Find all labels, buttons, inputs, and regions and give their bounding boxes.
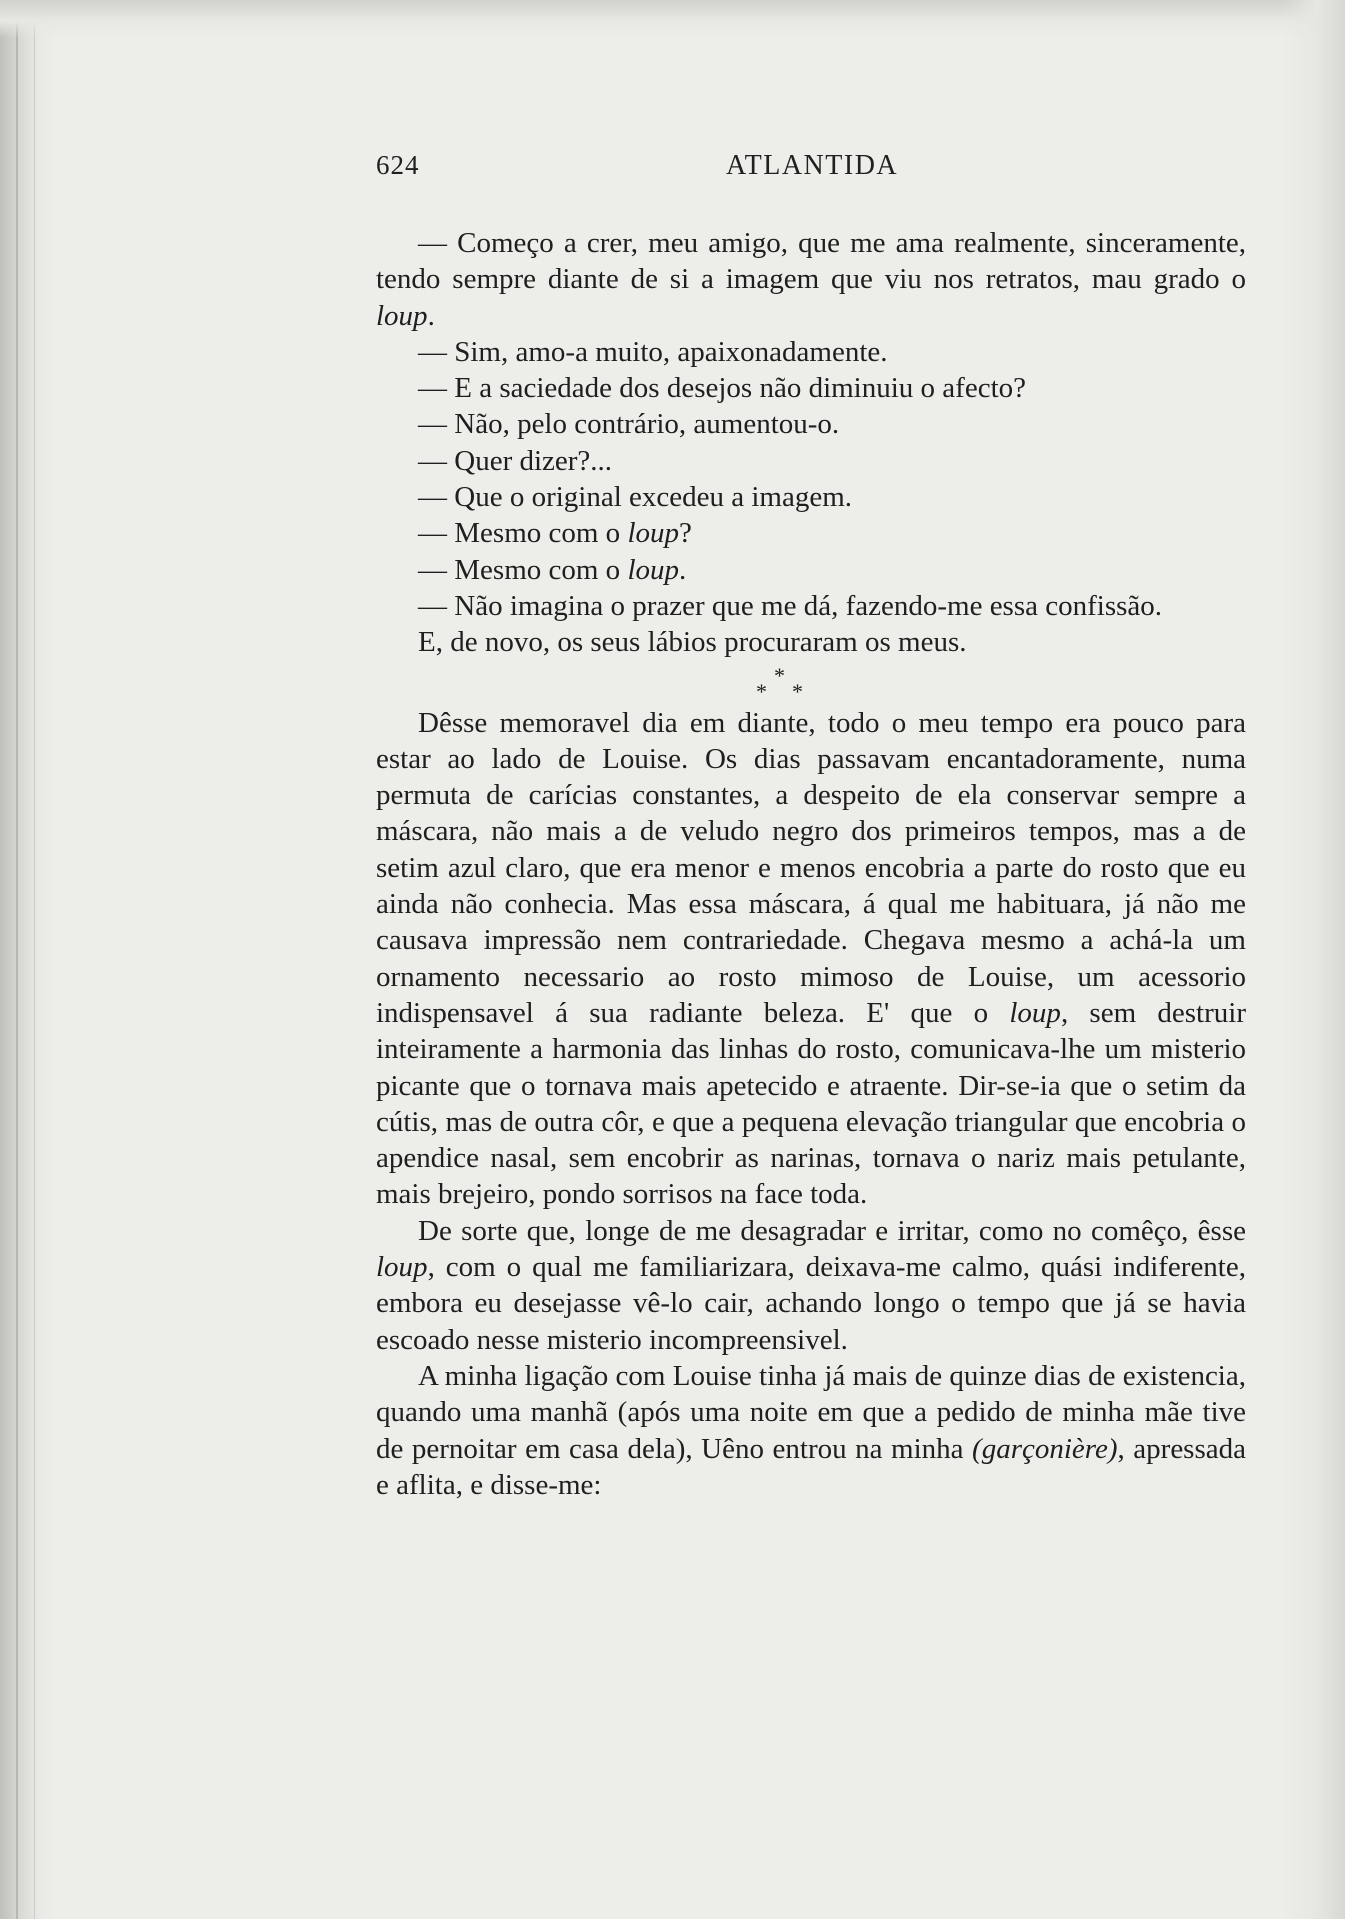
- paragraph-2-italic: loup: [376, 1251, 428, 1284]
- dialogue-line-2: — Sim, amo-a muito, apaixonadamente.: [418, 335, 888, 368]
- page-body: [376, 225, 1246, 1503]
- paragraph-1-part-2: , sem destruir inteiramente a harmonia das linhas do rosto, comunicava-lhe um misterio picante que o tornava mais apetecido e atraente. Dir-se-ia que o setim da cútis, mas de outra côr, e que a pequena elevação triangular que encobria o apendice nasal, sem encobrir as narinas, tornava o nariz mais petulante, mais brejeiro, pondo sorrisos na face toda.: [376, 996, 1246, 1211]
- dialogue-line-1-italic: loup: [376, 299, 428, 332]
- scan-right-shade: [1283, 0, 1345, 1919]
- scan-top-shade: [0, 0, 1345, 38]
- dialogue-line-4: — Não, pelo contrário, aumentou-o.: [418, 408, 840, 441]
- dialogue-line-7-italic: loup: [627, 517, 679, 550]
- dialogue-line-8-italic: loup: [627, 553, 679, 586]
- paragraph-1: [376, 705, 1246, 1213]
- dialogue-line-6: — Que o original excedeu a imagem.: [418, 481, 853, 514]
- asterism-top-star: *: [774, 662, 785, 688]
- dialogue-line-1: [376, 225, 1246, 334]
- dialogue-line-8-tail: .: [679, 553, 687, 586]
- dialogue-line-7-tail: ?: [679, 517, 692, 550]
- running-title: ATLANTIDA: [726, 150, 899, 181]
- dialogue-line-1-tail: .: [427, 299, 435, 332]
- paragraph-2: [376, 1213, 1246, 1358]
- paragraph-2-part-2: , com o qual me familiarizara, deixava-me calmo, quási indiferente, embora eu desejasse vê-lo cair, achando longo o tempo que já se havia escoado nesse misterio incompreensivel.: [376, 1251, 1246, 1356]
- dialogue-line-9: — Não imagina o prazer que me dá, fazendo-me essa confissão.: [418, 589, 1163, 622]
- page-header: [376, 150, 1246, 190]
- asterism-divider: [376, 661, 1246, 705]
- asterism-left-star: *: [756, 678, 767, 704]
- dialogue-line-3: — E a saciedade dos desejos não diminuiu o afecto?: [418, 372, 1026, 405]
- scan-left-edge: [0, 0, 56, 1919]
- dialogue-line-5: — Quer dizer?...: [418, 444, 613, 477]
- dialogue-line-7-lead: — Mesmo com o: [418, 517, 621, 550]
- paragraph-1-part-1: Dêsse memoravel dia em diante, todo o meu tempo era pouco para estar ao lado de Louise. Os dias passavam encantadoramente, numa permuta de carícias constantes, a despeito de ela conservar sempre a máscara, não mais a de veludo negro dos primeiros tempos, mas a de setim azul claro, que era menor e menos encobria a parte do rosto que eu ainda não conhecia. Mas essa máscara, á qual me habituara, já não me causava impressão nem contrariedade. Chegava mesmo a achá-la um ornamento necessario ao rosto mimoso de Louise, um acessorio indispensavel á sua radiante beleza. E' que o: [376, 706, 1246, 1029]
- dialogue-line-8-lead: — Mesmo com o: [418, 553, 621, 586]
- page-number: 624: [376, 150, 420, 180]
- paragraph-3-italic: (garçonière): [972, 1432, 1118, 1465]
- dialogue-line-8: [376, 552, 1246, 588]
- dialogue-line-1-lead: — Começo a crer, meu amigo, que me ama realmente, sinceramente, tendo sempre diante de si a imagem que viu nos retratos, mau grado o: [376, 227, 1246, 296]
- dialogue-line-7: [376, 515, 1246, 551]
- dialogue-line-10: E, de novo, os seus lábios procuraram os meus.: [418, 626, 967, 659]
- asterism-right-star: *: [792, 678, 803, 704]
- paragraph-3-part-1: A minha ligação com Louise tinha já mais de quinze dias de existencia, quando uma manhã (após uma noite em que a pedido de minha mãe tive de pernoitar em casa dela), Uêno entrou na minha: [376, 1359, 1246, 1465]
- book-page: [376, 150, 1246, 1850]
- paragraph-3-part-2: , apressada e aflita, e disse-me:: [376, 1432, 1247, 1501]
- paragraph-2-part-1: De sorte que, longe de me desagradar e irritar, como no comêço, êsse: [418, 1214, 1246, 1247]
- paragraph-3: [376, 1358, 1246, 1503]
- paragraph-1-italic: loup: [1009, 996, 1061, 1029]
